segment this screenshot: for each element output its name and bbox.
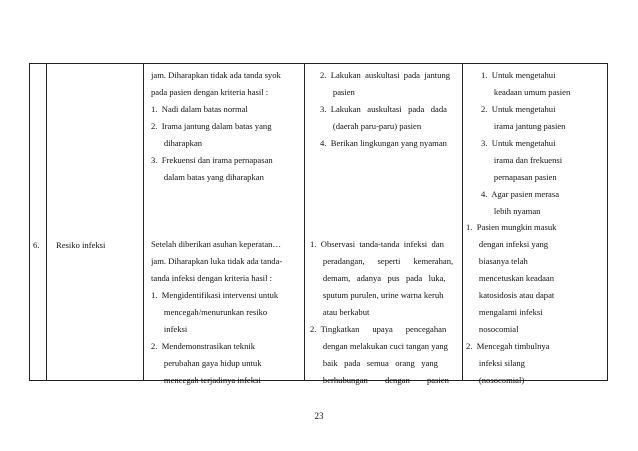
text-line: infeksi silang — [466, 358, 525, 368]
text-line: irama jantung pasien — [481, 121, 566, 131]
text-line: atau berkabut — [310, 307, 370, 317]
text-line: 2. Untuk mengetahui — [481, 104, 556, 114]
criteria-cell-top — [151, 67, 301, 186]
text-line: pada pasien dengan kriteria hasil : — [151, 87, 269, 97]
text-line: berhubungan dengan pasien — [310, 375, 449, 385]
column-divider — [46, 64, 47, 380]
page-number: 23 — [314, 411, 324, 421]
text-line: Setelah diberikan asuhan keperatan… — [151, 239, 282, 249]
text-line: nosocomial — [466, 324, 519, 334]
intervention-cell-top — [320, 67, 458, 152]
text-line: 1. Pasien mungkin masuk — [466, 222, 557, 232]
text-line: mengalami infeksi — [466, 307, 543, 317]
text-line: 2. Mencegah timbulnya — [466, 341, 550, 351]
text-line: 3. Lakukan auskultasi pada dada — [320, 104, 447, 114]
text-line: 1. Untuk mengetahui — [481, 70, 556, 80]
rationale-cell-top — [481, 67, 601, 220]
text-line: 1. Mengidentifikasi intervensi untuk — [151, 290, 279, 300]
text-line: peradangan, seperti kemerahan, — [310, 256, 454, 266]
intervention-cell-bottom — [310, 236, 458, 389]
text-line: perubahan gaya hidup untuk — [151, 358, 262, 368]
text-line: 2. Irama jantung dalam batas yang — [151, 121, 272, 131]
text-line: jam. Diharapkan tidak ada tanda syok — [151, 70, 281, 80]
column-divider — [143, 64, 144, 380]
text-line: pernapasan pasien — [481, 172, 557, 182]
row-number: 6. — [33, 240, 40, 250]
text-line: lebih nyaman — [481, 206, 541, 216]
rationale-cell-bottom — [466, 219, 604, 389]
text-line: 2. Tingkatkan upaya pencegahan — [310, 324, 447, 334]
column-divider — [462, 64, 463, 380]
text-line: dengan infeksi yang — [466, 239, 549, 249]
text-line: mencegah/menurunkan resiko — [151, 307, 268, 317]
text-line: pasien — [320, 87, 355, 97]
diagnosis-label: Resiko infeksi — [56, 240, 106, 250]
text-line: 2. Lakukan auskultasi pada jantung — [320, 70, 451, 80]
text-line: dengan melakukan cuci tangan yang — [310, 341, 448, 351]
text-line: 1. Observasi tanda-tanda infeksi dan — [310, 239, 444, 249]
text-line: tanda infeksi dengan kriteria hasil : — [151, 273, 272, 283]
text-line: demam, adanya pus pada luka, — [310, 273, 446, 283]
text-line: 3. Frekuensi dan irama pernapasan — [151, 155, 273, 165]
text-line: (daerah paru-paru) pasien — [320, 121, 422, 131]
text-line: baik pada semua orang yang — [310, 358, 438, 368]
text-line: 4. Berikan lingkungan yang nyaman — [320, 138, 447, 148]
text-line: keadaan umum pasien — [481, 87, 571, 97]
text-line: 3. Untuk mengetahui — [481, 138, 556, 148]
text-line: 1. Nadi dalam batas normal — [151, 104, 248, 114]
text-line: dalam batas yang diharapkan — [151, 172, 264, 182]
text-line: katosidosis atau dapat — [466, 290, 555, 300]
text-line: infeksi — [151, 324, 188, 334]
care-plan-table — [29, 63, 608, 385]
text-line: 4. Agar pasien merasa — [481, 189, 560, 199]
text-line: irama dan frekuensi — [481, 155, 563, 165]
text-line: (nosocomial) — [466, 375, 525, 385]
text-line: sputum purulen, urine warna keruh — [310, 290, 444, 300]
criteria-cell-bottom — [151, 236, 301, 389]
text-line: jam. Diharapkan luka tidak ada tanda- — [151, 256, 283, 266]
text-line: mencetuskan keadaan — [466, 273, 555, 283]
column-divider — [304, 64, 305, 380]
text-line: 2. Mendemonstrasikan teknik — [151, 341, 256, 351]
text-line: mencegah terjadinya infeksi — [151, 375, 261, 385]
text-line: biasanya telah — [466, 256, 528, 266]
text-line: diharapkan — [151, 138, 203, 148]
